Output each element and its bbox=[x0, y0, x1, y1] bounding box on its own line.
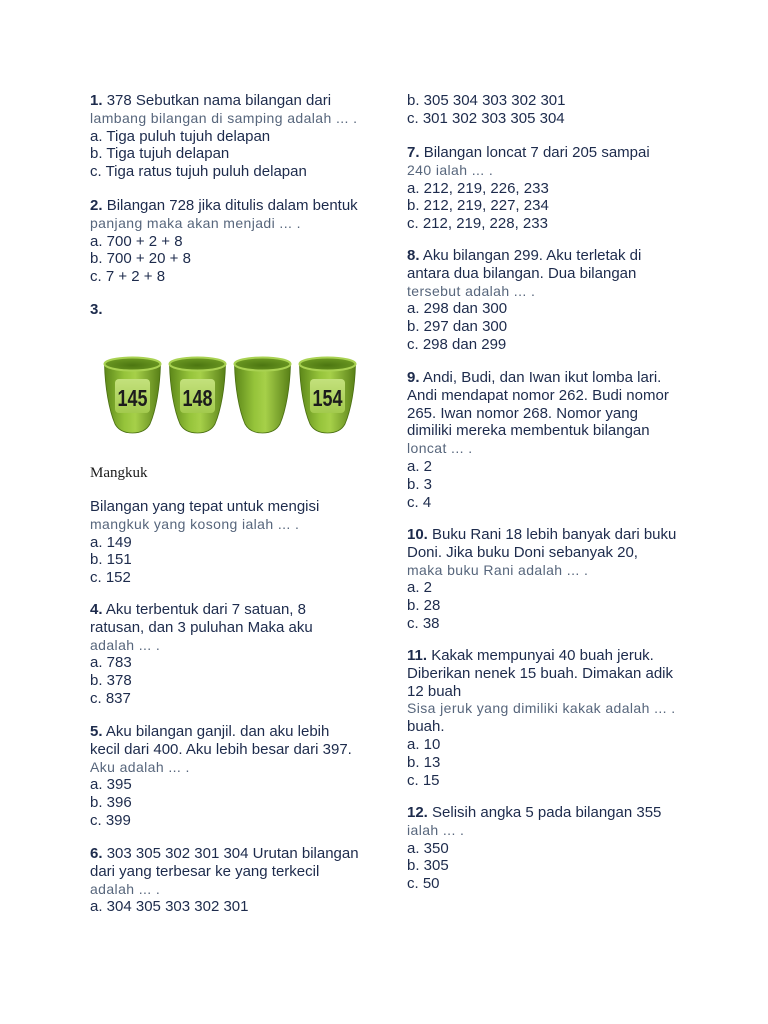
question-3-option-a: a. 149 bbox=[90, 533, 132, 551]
question-8 bbox=[407, 247, 727, 354]
question-10-stem-line: Doni. Jika buku Doni sebanyak 20, bbox=[407, 543, 638, 561]
question-8-option-a: a. 298 dan 300 bbox=[407, 300, 508, 318]
question-5 bbox=[90, 723, 410, 830]
question-3-header bbox=[90, 301, 410, 319]
question-9-stem-line: loncat ... . bbox=[407, 440, 473, 457]
question-7-stem-line: 240 ialah ... . bbox=[407, 161, 494, 178]
question-7-stem-line bbox=[407, 144, 727, 162]
question-9-stem-line: Andi mendapat nomor 262. Budi nomor bbox=[407, 386, 669, 404]
question-2-option-c: c. 7 + 2 + 8 bbox=[90, 268, 166, 286]
question-1-option-c: c. Tiga ratus tujuh puluh delapan bbox=[90, 163, 307, 181]
question-7-option-c: c. 212, 219, 228, 233 bbox=[407, 215, 548, 233]
question-8-option-c: c. 298 dan 299 bbox=[407, 335, 507, 353]
question-1 bbox=[90, 92, 410, 181]
question-7-number: 7. bbox=[407, 144, 420, 161]
question-9-stem-line: dimiliki mereka membentuk bilangan bbox=[407, 422, 650, 440]
question-5-text: Aku bilangan ganjil. dan aku lebih bbox=[105, 723, 330, 740]
question-7-option-a: a. 212, 219, 226, 233 bbox=[407, 179, 549, 197]
question-12-stem-line bbox=[407, 804, 727, 822]
question-6-option-b: b. 305 304 303 302 301 bbox=[407, 92, 566, 109]
question-5-stem-line bbox=[90, 723, 410, 741]
question-5-option-c: c. 399 bbox=[90, 811, 131, 829]
question-6-option-a: a. 304 305 303 302 301 bbox=[90, 898, 249, 916]
question-2-option-b: b. 700 + 20 + 8 bbox=[90, 250, 191, 268]
question-2-number: 2. bbox=[90, 197, 103, 214]
bowl-1 bbox=[105, 358, 161, 434]
question-6-stem-line: dari yang terbesar ke yang terkecil bbox=[90, 862, 320, 880]
question-2-text: Bilangan 728 jika ditulis dalam bentuk bbox=[106, 197, 358, 214]
question-12-option-b: b. 305 bbox=[407, 857, 449, 875]
question-10-option-c: c. 38 bbox=[407, 614, 440, 632]
question-5-option-a: a. 395 bbox=[90, 776, 132, 794]
question-10-stem-line: maka buku Rani adalah ... . bbox=[407, 561, 589, 578]
question-12-number: 12. bbox=[407, 804, 428, 821]
bowl-4 bbox=[300, 358, 356, 434]
question-6-stem-line bbox=[90, 845, 410, 863]
question-5-option-b: b. 396 bbox=[90, 794, 132, 812]
question-2-stem-line: panjang maka akan menjadi ... . bbox=[90, 214, 301, 231]
question-6-continued bbox=[407, 92, 727, 128]
question-7 bbox=[407, 144, 727, 233]
question-10 bbox=[407, 526, 727, 633]
question-2-option-a: a. 700 + 2 + 8 bbox=[90, 232, 183, 250]
question-9-stem-line bbox=[407, 369, 727, 387]
question-11-number: 11. bbox=[407, 647, 428, 664]
question-9 bbox=[407, 369, 727, 511]
question-3-option-b: b. 151 bbox=[90, 551, 132, 569]
question-4-option-b: b. 378 bbox=[90, 672, 132, 690]
question-12-text: Selisih angka 5 pada bilangan 355 bbox=[432, 804, 662, 821]
question-4-option-a: a. 783 bbox=[90, 654, 132, 672]
question-11-stem-line: Sisa jeruk yang dimiliki kakak adalah ... . bbox=[407, 700, 676, 717]
question-11-stem-line: 12 buah bbox=[407, 682, 462, 700]
question-8-stem-line: tersebut adalah ... . bbox=[407, 282, 536, 299]
question-1-stem-line: lambang bilangan di samping adalah ... . bbox=[90, 109, 358, 126]
question-2 bbox=[90, 197, 410, 286]
question-3-number-line bbox=[90, 301, 410, 319]
question-11-option-c: c. 15 bbox=[407, 771, 440, 789]
right-column bbox=[407, 0, 727, 1024]
question-4-stem-line bbox=[90, 601, 410, 619]
question-10-option-a: a. 2 bbox=[407, 579, 433, 597]
question-3-number: 3. bbox=[90, 301, 103, 318]
bowl-1-number: 145 bbox=[117, 385, 148, 411]
question-12 bbox=[407, 804, 727, 893]
question-3 bbox=[90, 498, 410, 587]
question-8-text: Aku bilangan 299. Aku terletak di bbox=[422, 247, 642, 264]
image-caption: Mangkuk bbox=[90, 465, 148, 481]
question-3-stem-line: mangkuk yang kosong ialah ... . bbox=[90, 515, 300, 532]
question-5-stem-line: kecil dari 400. Aku lebih besar dari 397. bbox=[90, 740, 352, 758]
question-4-number: 4. bbox=[90, 601, 103, 618]
question-6 bbox=[90, 845, 410, 916]
bowl-2 bbox=[170, 358, 226, 434]
question-8-stem-line: antara dua bilangan. Dua bilangan bbox=[407, 264, 637, 282]
question-11-text: Kakak mempunyai 40 buah jeruk. bbox=[431, 647, 654, 664]
question-1-option-a: a. Tiga puluh tujuh delapan bbox=[90, 127, 271, 145]
question-4 bbox=[90, 601, 410, 708]
question-1-option-b: b. Tiga tujuh delapan bbox=[90, 145, 230, 163]
question-11-stem-line: Diberikan nenek 15 buah. Dimakan adik bbox=[407, 664, 673, 682]
question-10-stem-line bbox=[407, 526, 727, 544]
question-9-option-a: a. 2 bbox=[407, 457, 433, 475]
question-1-text: 378 Sebutkan nama bilangan dari bbox=[106, 92, 332, 109]
question-3-option-c: c. 152 bbox=[90, 569, 131, 587]
question-6-option-c: c. 301 302 303 305 304 bbox=[407, 109, 565, 127]
question-11-stem-line bbox=[407, 647, 727, 665]
question-12-option-a: a. 350 bbox=[407, 839, 449, 857]
bowl-3-empty bbox=[235, 358, 291, 434]
question-5-number: 5. bbox=[90, 723, 103, 740]
question-11 bbox=[407, 647, 727, 789]
left-column bbox=[90, 0, 410, 1024]
question-11-stem-line: buah. bbox=[407, 718, 445, 736]
question-5-stem-line: Aku adalah ... . bbox=[90, 758, 190, 775]
question-10-text: Buku Rani 18 lebih banyak dari buku bbox=[432, 526, 677, 543]
bowls-illustration bbox=[102, 355, 358, 437]
question-9-stem-line: 265. Iwan nomor 268. Nomor yang bbox=[407, 404, 638, 422]
question-10-number: 10. bbox=[407, 526, 428, 543]
question-7-text: Bilangan loncat 7 dari 205 sampai bbox=[423, 144, 650, 161]
bowl-4-number: 154 bbox=[312, 385, 343, 411]
bowl-2-number: 148 bbox=[182, 385, 213, 411]
question-8-number: 8. bbox=[407, 247, 420, 264]
question-12-stem-line: ialah ... . bbox=[407, 821, 465, 838]
question-2-stem-line bbox=[90, 197, 410, 215]
question-6-number: 6. bbox=[90, 845, 103, 862]
question-10-option-b: b. 28 bbox=[407, 597, 441, 615]
question-4-stem-line: ratusan, dan 3 puluhan Maka aku bbox=[90, 618, 313, 636]
question-11-option-b: b. 13 bbox=[407, 753, 441, 771]
question-9-option-c: c. 4 bbox=[407, 493, 432, 511]
question-9-option-b: b. 3 bbox=[407, 475, 433, 493]
question-4-stem-line: adalah ... . bbox=[90, 636, 161, 653]
question-4-text: Aku terbentuk dari 7 satuan, 8 bbox=[105, 601, 306, 618]
question-3-stem-line: Bilangan yang tepat untuk mengisi bbox=[90, 498, 320, 515]
question-8-stem-line bbox=[407, 247, 727, 265]
question-1-number: 1. bbox=[90, 92, 103, 109]
question-12-option-c: c. 50 bbox=[407, 875, 440, 893]
question-11-option-a: a. 10 bbox=[407, 735, 441, 753]
question-4-option-c: c. 837 bbox=[90, 689, 131, 707]
question-8-option-b: b. 297 dan 300 bbox=[407, 318, 508, 336]
question-7-option-b: b. 212, 219, 227, 234 bbox=[407, 197, 549, 215]
question-6-stem-line: adalah ... . bbox=[90, 880, 161, 897]
question-9-text: Andi, Budi, dan Iwan ikut lomba lari. bbox=[422, 369, 662, 386]
question-9-number: 9. bbox=[407, 369, 420, 386]
question-1-stem-line bbox=[90, 92, 410, 110]
question-6-text: 303 305 302 301 304 Urutan bilangan bbox=[106, 845, 359, 862]
